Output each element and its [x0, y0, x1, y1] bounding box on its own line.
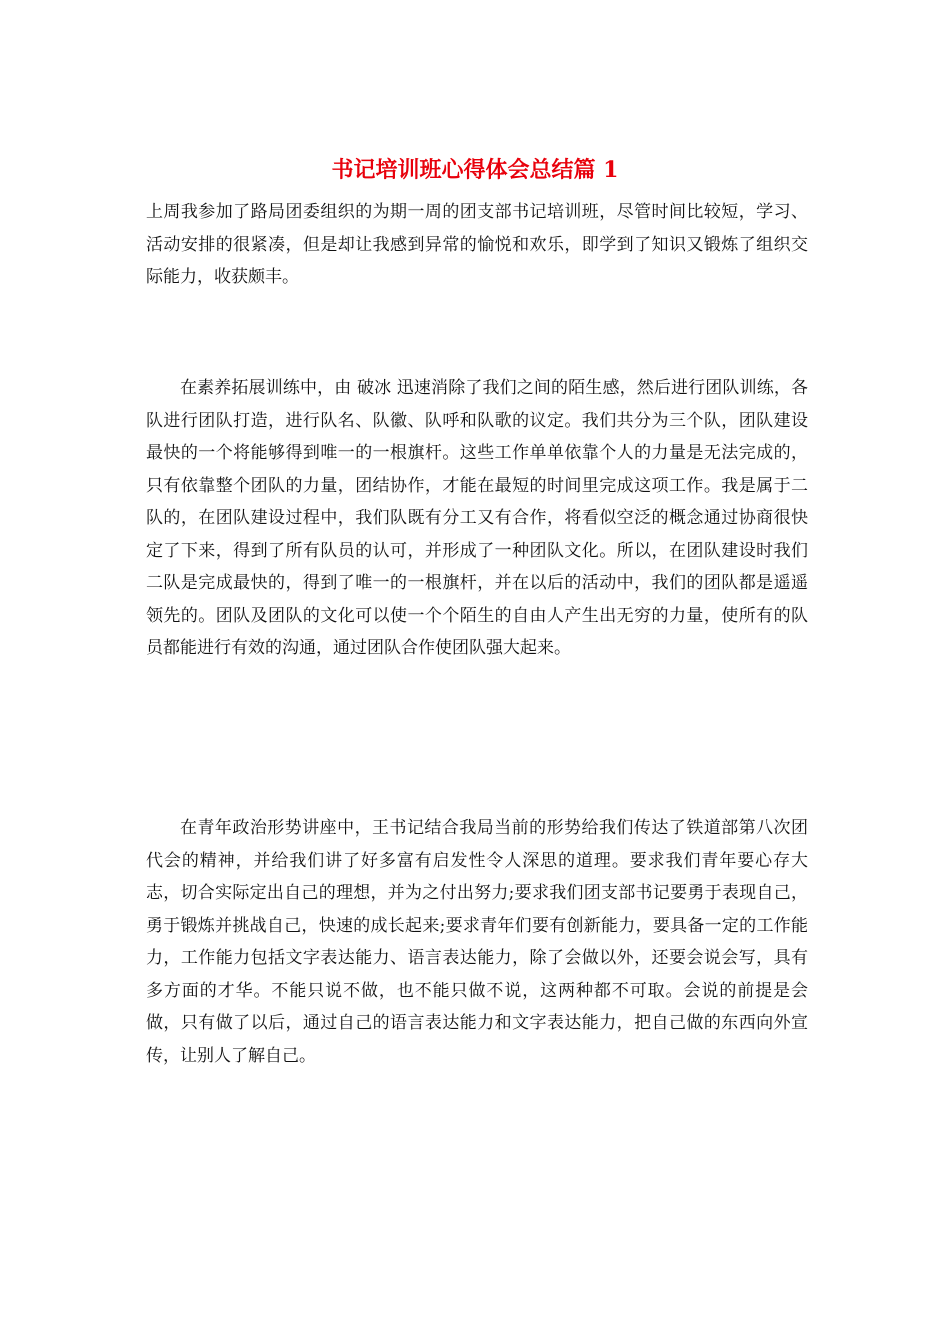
paragraph-political-lecture: 在青年政治形势讲座中，王书记结合我局当前的形势给我们传达了铁道部第八次团代会的精神，并给我们讲了好多富有启发性令人深思的道理。要求我们青年要心存大志，切合实际定出自己的理想，并为之付出努力;要求我们团支部书记要勇于表现自己，勇于锻炼并挑战自己，快速的成长起来;要求青年们要有创新能力，要具备一定的工作能力，工作能力包括文字表达能力、语言表达能力，除了会做以外，还要会说会写，具有多方面的才华。不能只说不做，也不能只做不说，这两种都不可取。会说的前提是会做，只有做了以后，通过自己的语言表达能力和文字表达能力，把自己做的东西向外宣传，让别人了解自己。 — [146, 818, 808, 1066]
document-title: 书记培训班心得体会总结篇 1 — [331, 157, 619, 183]
paragraph-intro: 上周我参加了路局团委组织的为期一周的团支部书记培训班，尽管时间比较短，学习、活动安排的很紧凑，但是却让我感到异常的愉悦和欢乐，即学到了知识又锻炼了组织交际能力，收获颇丰。 — [146, 202, 808, 287]
paragraph-team-training: 在素养拓展训练中，由 破冰 迅速消除了我们之间的陌生感，然后进行团队训练，各队进行团队打造，进行队名、队徽、队呼和队歌的议定。我们共分为三个队，团队建设最快的一个将能够得到唯一的一根旗杆。这些工作单单依靠个人的力量是无法完成的，只有依靠整个团队的力量，团结协作，才能在最短的时间里完成这项工作。我是属于二队的，在团队建设过程中，我们队既有分工又有合作，将看似空泛的概念通过协商很快定了下来，得到了所有队员的认可，并形成了一种团队文化。所以，在团队建设时我们二队是完成最快的，得到了唯一的一根旗杆，并在以后的活动中，我们的团队都是遥遥领先的。团队及团队的文化可以使一个个陌生的自由人产生出无穷的力量，使所有的队员都能进行有效的沟通，通过团队合作使团队强大起来。 — [146, 378, 808, 658]
